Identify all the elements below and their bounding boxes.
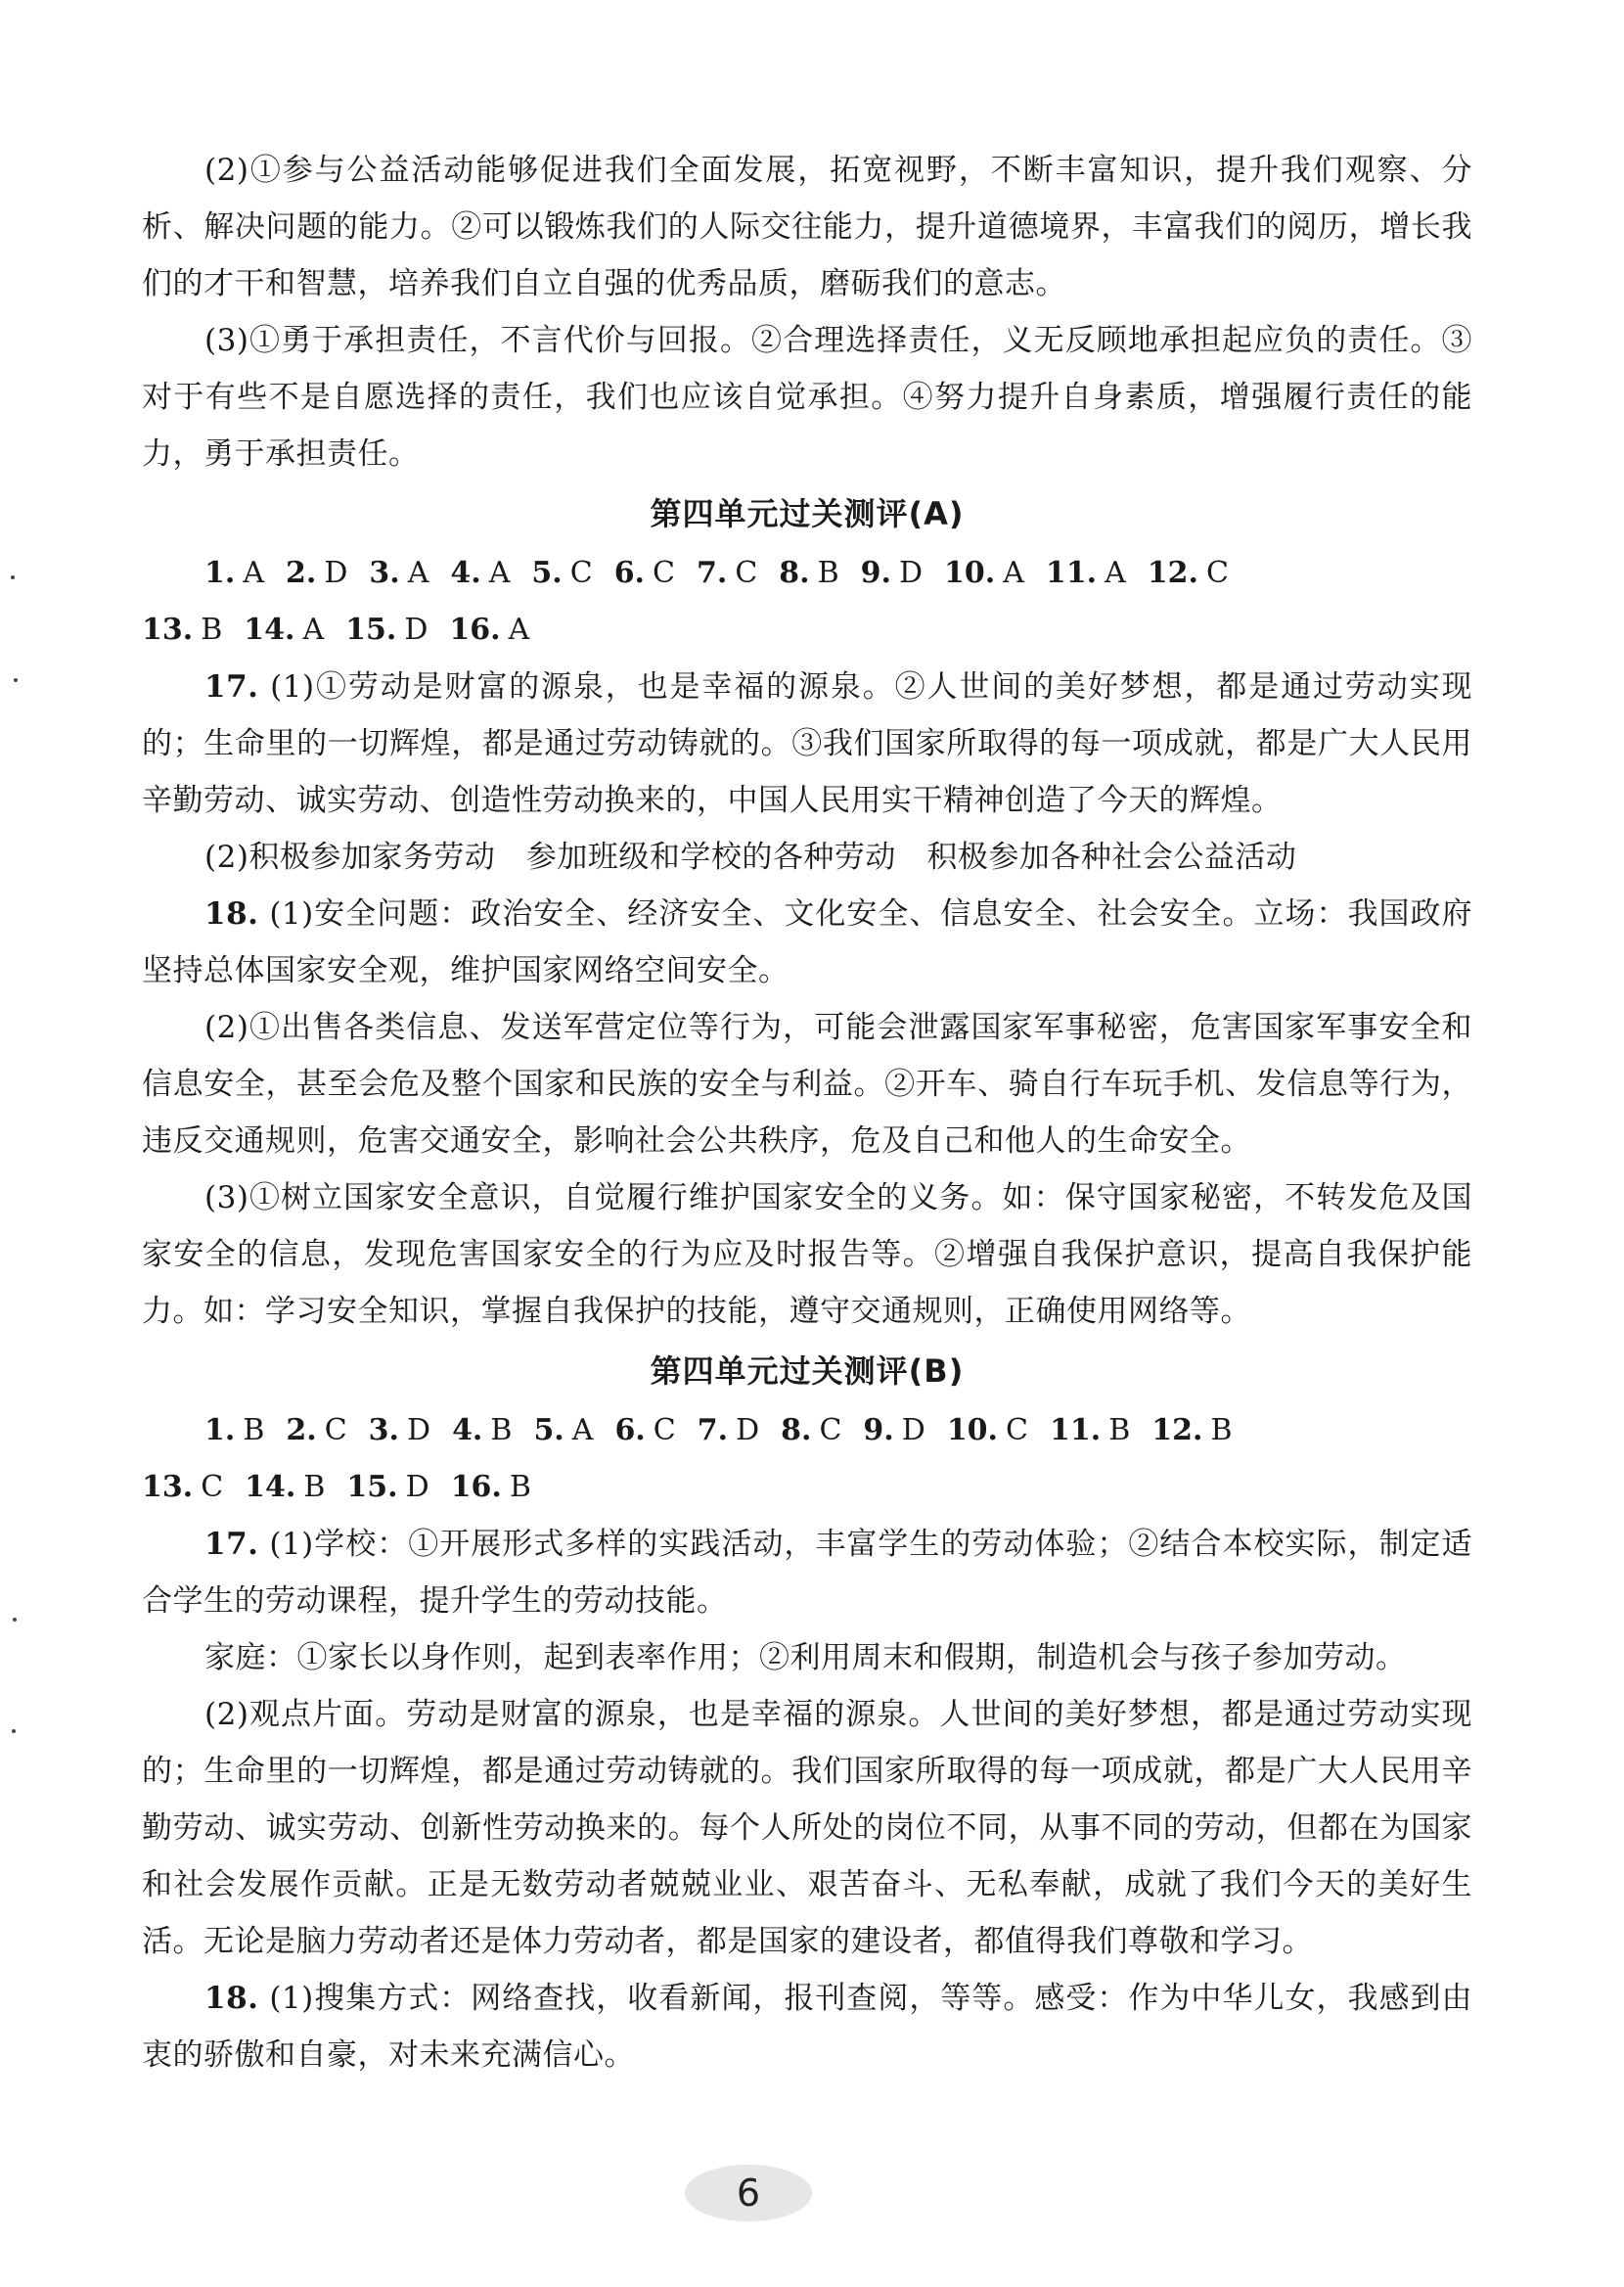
- scan-mark: [11, 575, 15, 579]
- choice-answer: [614, 1402, 675, 1459]
- answer-letter: D: [407, 1413, 431, 1447]
- paragraph-q3-answer: (3)①勇于承担责任，不言代价与回报。②合理选择责任，义无反顾地承担起应负的责任。③对于有些不是自愿选择的责任，我们也应该自觉承担。④努力提升自身素质，增强履行责任的能力，勇于承担责任。: [142, 323, 1472, 472]
- answer-letter: C: [569, 556, 593, 590]
- question-number: 9.: [860, 556, 891, 590]
- answer-letter: C: [1006, 1413, 1028, 1447]
- scan-mark: [14, 678, 18, 682]
- answer-letter: D: [324, 556, 348, 590]
- answer-letter: D: [898, 556, 924, 590]
- question-number: 6.: [613, 556, 646, 590]
- answer-text: (1)①劳动是财富的源泉，也是幸福的源泉。②人世间的美好梦想，都是通过劳动实现的；生命里的一切辉煌，都是通过劳动铸就的。③我们国家所取得的每一项成就，都是广大人民用辛勤劳动、诚实劳动、创造性劳动换来的，中国人民用实干精神创造了今天的辉煌。: [142, 669, 1472, 818]
- answer-letter: C: [819, 1413, 842, 1447]
- choice-answer: [944, 545, 1024, 602]
- choice-answer: [863, 1402, 925, 1459]
- answer-letter: C: [201, 1470, 224, 1504]
- answer-text: (1)学校：①开展形式多样的实践活动，丰富学生的劳动体验；②结合本校实际，制定适合学生的劳动课程，提升学生的劳动技能。: [142, 1527, 1472, 1619]
- question-number: 18.: [204, 1981, 259, 2016]
- page-number-text: 6: [736, 2172, 761, 2215]
- question-number: 10.: [946, 1413, 999, 1447]
- answer-letter: B: [490, 1413, 513, 1447]
- scan-mark: [13, 1618, 17, 1622]
- question-number: 1.: [204, 1413, 236, 1447]
- scan-mark: [12, 1729, 16, 1733]
- choice-answer: [369, 545, 429, 602]
- section-a-q17-part1: [142, 659, 1472, 829]
- section-b-q17-part2: 家庭：①家长以身作则，起到表率作用；②利用周末和假期，制造机会与孩子参加劳动。: [204, 1640, 1407, 1675]
- answer-letter: B: [509, 1470, 531, 1504]
- question-number: 14.: [244, 613, 295, 647]
- choice-answer: [531, 545, 592, 602]
- choice-answer: [452, 1402, 512, 1459]
- choice-answer: [451, 1459, 531, 1516]
- question-number: 5.: [531, 556, 563, 590]
- answer-row: [142, 602, 1472, 659]
- answer-letter: C: [1206, 556, 1229, 590]
- answer-letter: A: [488, 556, 511, 590]
- answer-letter: C: [735, 556, 758, 590]
- choice-answer: [861, 545, 923, 602]
- choice-answer: [1148, 545, 1229, 602]
- question-number: 13.: [142, 613, 194, 647]
- choice-answer: [698, 1402, 759, 1459]
- section-a-q18-part3: (3)①树立国家安全意识，自觉履行维护国家安全的义务。如：保守国家秘密，不转发危及国家安全的信息，发现危害国家安全的行为应及时报告等。②增强自我保护意识，提高自我保护能力。如：学习安全知识，掌握自我保护的技能，遵守交通规则，正确使用网络等。: [142, 1180, 1472, 1329]
- answer-text: (1)搜集方式：网络查找，收看新闻，报刊查阅，等等。感受：作为中华儿女，我感到由衷的骄傲和自豪，对未来充满信心。: [142, 1981, 1472, 2073]
- choice-answer: [450, 545, 510, 602]
- question-number: 4.: [450, 556, 481, 590]
- answer-letter: C: [653, 556, 675, 590]
- question-number: 14.: [245, 1470, 296, 1504]
- answer-letter: B: [1210, 1413, 1233, 1447]
- question-number: 3.: [369, 556, 400, 590]
- answer-letter: B: [201, 613, 223, 647]
- section-b-q17-part1: [142, 1516, 1472, 1629]
- choice-answer: [204, 1402, 264, 1459]
- question-number: 15.: [345, 613, 397, 647]
- section-a-choice-answers: [142, 545, 1472, 659]
- question-number: 16.: [449, 613, 501, 647]
- section-a-q17-part2: (2)积极参加家务劳动 参加班级和学校的各种劳动 积极参加各种社会公益活动: [204, 840, 1297, 875]
- choice-answer: [345, 602, 428, 659]
- question-number: 2.: [286, 556, 317, 590]
- question-number: 13.: [142, 1470, 194, 1504]
- question-number: 15.: [346, 1470, 398, 1504]
- answer-letter: B: [303, 1470, 326, 1504]
- answer-letter: A: [571, 1413, 594, 1447]
- answer-text: (1)安全问题：政治安全、经济安全、文化安全、信息安全、社会安全。立场：我国政府坚持总体国家安全观，维护国家网络空间安全。: [142, 896, 1472, 988]
- choice-answer: [1151, 1402, 1232, 1459]
- question-number: 12.: [1147, 556, 1198, 590]
- question-number: 10.: [944, 556, 996, 590]
- choice-answer: [947, 1402, 1028, 1459]
- question-number: 7.: [696, 556, 728, 590]
- page-content: [142, 142, 1472, 2083]
- question-number: 11.: [1049, 1413, 1102, 1447]
- question-number: 8.: [781, 1413, 812, 1447]
- question-number: 7.: [697, 1413, 729, 1447]
- answer-letter: A: [508, 613, 530, 647]
- question-number: 4.: [452, 1413, 483, 1447]
- choice-answer: [346, 1459, 429, 1516]
- choice-answer: [1050, 1402, 1130, 1459]
- question-number: 1.: [204, 556, 236, 590]
- answer-letter: D: [736, 1413, 760, 1447]
- answer-row: [142, 1459, 1472, 1516]
- question-number: 11.: [1045, 556, 1098, 590]
- choice-answer: [286, 1402, 346, 1459]
- question-number: 2.: [286, 1413, 317, 1447]
- answer-letter: D: [405, 1470, 429, 1504]
- answer-letter: D: [404, 613, 429, 647]
- question-number: 5.: [533, 1413, 564, 1447]
- answer-letter: B: [243, 1413, 265, 1447]
- answer-letter: A: [302, 613, 325, 647]
- choice-answer: [533, 1402, 593, 1459]
- answer-letter: B: [1108, 1413, 1131, 1447]
- paragraph-q2-answer: (2)①参与公益活动能够促进我们全面发展，拓宽视野，不断丰富知识，提升我们观察、分析、解决问题的能力。②可以锻炼我们的人际交往能力，提升道德境界，丰富我们的阅历，增长我们的才干和智慧，培养我们自立自强的优秀品质，磨砺我们的意志。: [142, 153, 1472, 301]
- choice-answer: [449, 602, 529, 659]
- section-a-q18-part1: [142, 886, 1472, 999]
- question-number: 16.: [450, 1470, 502, 1504]
- question-number: 8.: [779, 556, 810, 590]
- choice-answer: [142, 602, 222, 659]
- page-number: [685, 2165, 812, 2221]
- choice-answer: [204, 545, 264, 602]
- choice-answer: [781, 1402, 841, 1459]
- answer-row: [142, 1402, 1472, 1459]
- section-b-q18-part1: [142, 1970, 1472, 2083]
- section-a-q18-part2: (2)①出售各类信息、发送军营定位等行为，可能会泄露国家军事秘密，危害国家军事安全和信息安全，甚至会危及整个国家和民族的安全与利益。②开车、骑自行车玩手机、发信息等行为，违反交通规则，危害交通安全，影响社会公共秩序，危及自己和他人的生命安全。: [142, 1010, 1472, 1159]
- answer-letter: B: [817, 556, 839, 590]
- choice-answer: [779, 545, 838, 602]
- choice-answer: [245, 1459, 325, 1516]
- question-number: 3.: [368, 1413, 399, 1447]
- answer-letter: D: [901, 1413, 925, 1447]
- choice-answer: [1046, 545, 1126, 602]
- choice-answer: [697, 545, 757, 602]
- choice-answer: [142, 1459, 223, 1516]
- answer-letter: A: [1003, 556, 1024, 590]
- question-number: 18.: [204, 896, 259, 932]
- answer-row: [142, 545, 1472, 602]
- answer-letter: C: [653, 1413, 676, 1447]
- choice-answer: [244, 602, 324, 659]
- section-b-title: 第四单元过关测评(B): [650, 1352, 965, 1390]
- choice-answer: [614, 545, 675, 602]
- choice-answer: [286, 545, 347, 602]
- answer-letter: C: [324, 1413, 347, 1447]
- section-b-q17-part3: (2)观点片面。劳动是财富的源泉，也是幸福的源泉。人世间的美好梦想，都是通过劳动实现的；生命里的一切辉煌，都是通过劳动铸就的。我们国家所取得的每一项成就，都是广大人民用辛勤劳动、诚实劳动、创新性劳动换来的。每个人所处的岗位不同，从事不同的劳动，但都在为国家和社会发展作贡献。正是无数劳动者兢兢业业、艰苦奋斗、无私奉献，成就了我们今天的美好生活。无论是脑力劳动者还是体力劳动者，都是国家的建设者，都值得我们尊敬和学习。: [142, 1697, 1472, 1959]
- question-number: 6.: [614, 1413, 646, 1447]
- answer-letter: A: [243, 556, 264, 590]
- answer-letter: A: [1105, 556, 1126, 590]
- question-number: 17.: [204, 1527, 259, 1562]
- question-number: 9.: [863, 1413, 894, 1447]
- choice-answer: [369, 1402, 430, 1459]
- question-number: 17.: [204, 669, 259, 705]
- question-number: 12.: [1151, 1413, 1203, 1447]
- section-a-title: 第四单元过关测评(A): [650, 495, 965, 532]
- section-b-choice-answers: [142, 1402, 1472, 1516]
- answer-letter: A: [407, 556, 429, 590]
